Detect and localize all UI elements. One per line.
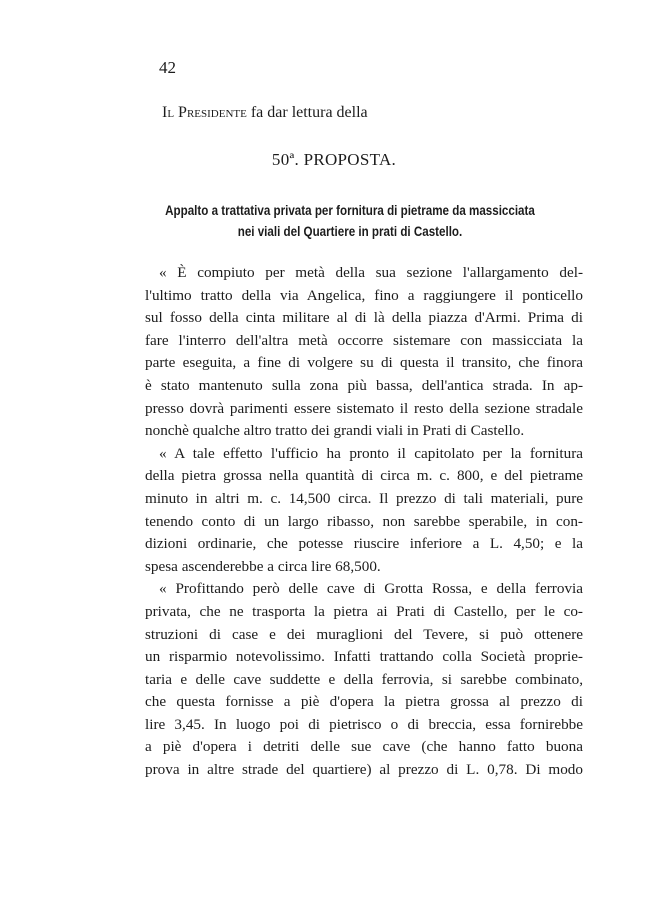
subject-line: Appalto a trattativa privata per fornitura di pietrame da massicciata [165, 203, 535, 218]
paragraph-3 [145, 578, 583, 781]
text-line: è stato mantenuto sulla zona più bassa, dell'antica strada. In ap- [145, 376, 583, 394]
intro-text: fa dar lettura della [250, 104, 368, 121]
text-line: tenendo conto di un largo ribasso, non sarebbe sperabile, in con- [145, 512, 583, 530]
paragraph-2 [145, 443, 583, 579]
text-line: della pietra grossa nella quantità di circa m. c. 800, e del pietrame [145, 467, 583, 485]
body-text [145, 262, 583, 782]
text-line: minuto in altri m. c. 14,500 circa. Il prezzo di tali materiali, pure [145, 489, 583, 507]
text-line: dizioni ordinarie, che potesse riuscire inferiore a L. 4,50; e la [145, 535, 583, 553]
text-line: « Profittando però delle cave di Grotta Rossa, e della ferrovia [159, 580, 583, 598]
speaker-title: Il Presidente [162, 104, 247, 121]
proposal-subject [161, 200, 539, 242]
text-line: « È compiuto per metà della sua sezione l'allargamento del- [159, 264, 583, 281]
proposal-heading: 50ª. PROPOSTA. [271, 150, 397, 169]
intro-line [162, 104, 368, 122]
paragraph-1 [145, 262, 583, 443]
text-line: « A tale effetto l'ufficio ha pronto il capitolato per la fornitura [159, 444, 583, 462]
text-line: l'ultimo tratto della via Angelica, fino a raggiungere il ponticello [145, 286, 583, 304]
text-line: prova in altre strade del quartiere) al prezzo di L. 0,78. Di modo [145, 761, 583, 779]
text-line: parte eseguita, a fine di volgere su di questa il transito, che finora [145, 354, 583, 372]
text-line: sul fosso della cinta militare al di là della piazza d'Armi. Prima di [145, 309, 583, 327]
text-line: presso dovrà parimenti essere sistemato il resto della sezione stradale [145, 399, 583, 417]
text-line: privata, che ne trasporta la pietra ai Prati di Castello, per le co- [145, 602, 583, 620]
text-line: taria e delle cave suddette e della ferrovia, si sarebbe combinato, [145, 670, 583, 688]
text-line: nonchè qualche altro tratto dei grandi viali in Prati di Castello. [145, 422, 525, 440]
page-number: 42 [159, 58, 176, 77]
text-line: struzioni di case e dei muraglioni del Tevere, si può ottenere [145, 625, 583, 643]
text-line: un risparmio notevolissimo. Infatti trattando colla Società proprie- [145, 648, 583, 666]
text-line: a piè d'opera i detriti delle sue cave (che hanno fatto buona [145, 738, 583, 756]
text-line: lire 3,45. In luogo poi di pietrisco o di breccia, essa fornirebbe [145, 715, 583, 733]
subject-line: nei viali del Quartiere in prati di Castello. [237, 224, 463, 239]
text-line: spesa ascenderebbe a circa lire 68,500. [145, 557, 381, 575]
text-line: che questa fornisse a piè d'opera la pietra grossa al prezzo di [145, 693, 583, 711]
text-line: fare l'interro dell'altra metà occorre sistemare con massicciata la [145, 331, 583, 349]
